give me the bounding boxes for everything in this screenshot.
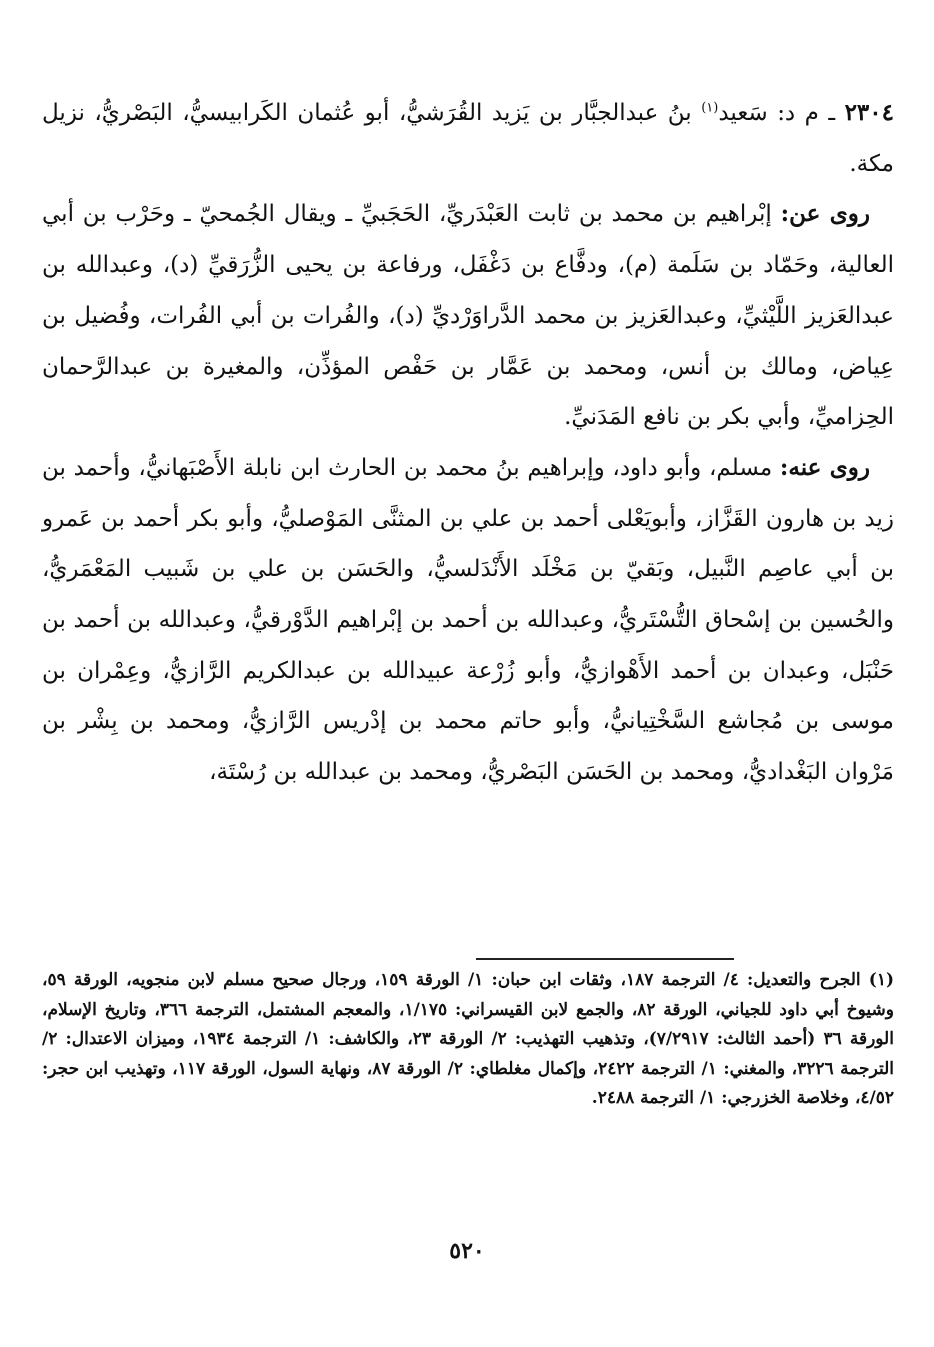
footnote-text: الجرح والتعديل: ٤/ الترجمة ١٨٧، وثقات ابن حبان: ١/ الورقة ١٥٩، ورجال صحيح مسلم لابن منجويه، الورقة ٥٩، وشيوخ أبي داود للجياني، الورقة ٨٢، والجمع لابن القيسراني: ١/١٧٥، والمعجم المشتمل، الترجمة ٣٦٦، وتاريخ الإسلام، الورقة ٣٦ (أحمد الثالث: ٧/٢٩١٧)، وتذهيب التهذيب: ٢/ الورقة ٢٣، والكاشف: ١/ الترجمة ١٩٣٤، وميزان الاعتدال: ٢/ الترجمة ٣٢٢٦، والمغني: ١/ الترجمة ٢٤٢٢، وإكمال مغلطاي: ٢/ الورقة ٨٧، ونهاية السول، الورقة ١١٧، وتهذيب ابن حجر: ٤/٥٢، وخلاصة الخزرجي: ١/ الترجمة ٢٤٨٨. [42, 970, 894, 1109]
teachers-label: روى عن: [780, 200, 870, 228]
entry-name-rest: بنُ عبدالجبَّار بن يَزيد القُرَشيُّ، أبو عُثمان الكَرابيسيُّ، البَصْريُّ، نزيل مكة. [42, 100, 894, 177]
students-paragraph [42, 443, 894, 798]
entry-name-first: سَعيد [718, 100, 768, 126]
footnote [42, 966, 894, 1114]
teachers-text: إبْراهيم بن محمد بن ثابت العَبْدَريِّ، الحَجَبيِّ ـ ويقال الجُمحيّ ـ وحَرْب بن أبي العالية، وحَمّاد بن سَلَمة (م)، ودفَّاع بن دَغْفَل، ورفاعة بن يحيى الزُّرَقيِّ (د)، وعبدالله بن عبدالعَزيز اللَّيْثيِّ، وعبدالعَزيز بن محمد الدَّراوَرْديِّ (د)، والفُرات بن أبي الفُرات، وفُضيل بن عِياض، ومالك بن أنس، ومحمد بن عَمَّار بن حَفْص المؤذِّن، والمغيرة بن عبدالرَّحمان الحِزاميِّ، وأبي بكر بن نافع المَدَنيِّ. [42, 201, 894, 431]
teachers-paragraph [42, 189, 894, 443]
entry-codes: م د: [777, 100, 819, 126]
entry-dash: ـ [828, 100, 836, 126]
footnote-ref: (١) [701, 100, 719, 116]
entry-number: ٢٣٠٤ [844, 99, 894, 126]
biography-entry [42, 88, 894, 798]
page-number: ٥٢٠ [449, 1238, 485, 1264]
footnote-marker: (١) [868, 970, 894, 990]
footnote-divider [476, 958, 734, 960]
students-text: مسلم، وأبو داود، وإبراهيم بنُ محمد بن الحارث ابن نابلة الأَصْبَهانيُّ، وأحمد بن زيد بن هارون القَزَّاز، وأبويَعْلى أحمد بن علي بن المثنَّى المَوْصليُّ، وأبو بكر أحمد بن عَمرو بن أبي عاصِم النَّبيل، وبَقيّ بن مَخْلَد الأَنْدَلسيُّ، والحَسَن بن علي بن شَبيب المَعْمَريُّ، والحُسين بن إسْحاق التُّسْتَريُّ، وعبدالله بن أحمد بن إبْراهيم الدَّوْرقيُّ، وعبدالله بن أحمد بن حَنْبَل، وعبدان بن أحمد الأَهْوازيُّ، وأبو زُرْعة عبيدالله بن عبدالكريم الرَّازيُّ، وعِمْران بن موسى بن مُجاشع السَّخْتِيانيُّ، وأبو حاتم محمد بن إدْريس الرَّازيُّ، ومحمد بن بِشْر بن مَرْوان البَغْداديُّ، ومحمد بن الحَسَن البَصْريُّ، ومحمد بن عبدالله بن رُسْتَة، [42, 454, 894, 786]
students-label: روى عنه: [779, 453, 870, 481]
entry-heading [42, 88, 894, 189]
